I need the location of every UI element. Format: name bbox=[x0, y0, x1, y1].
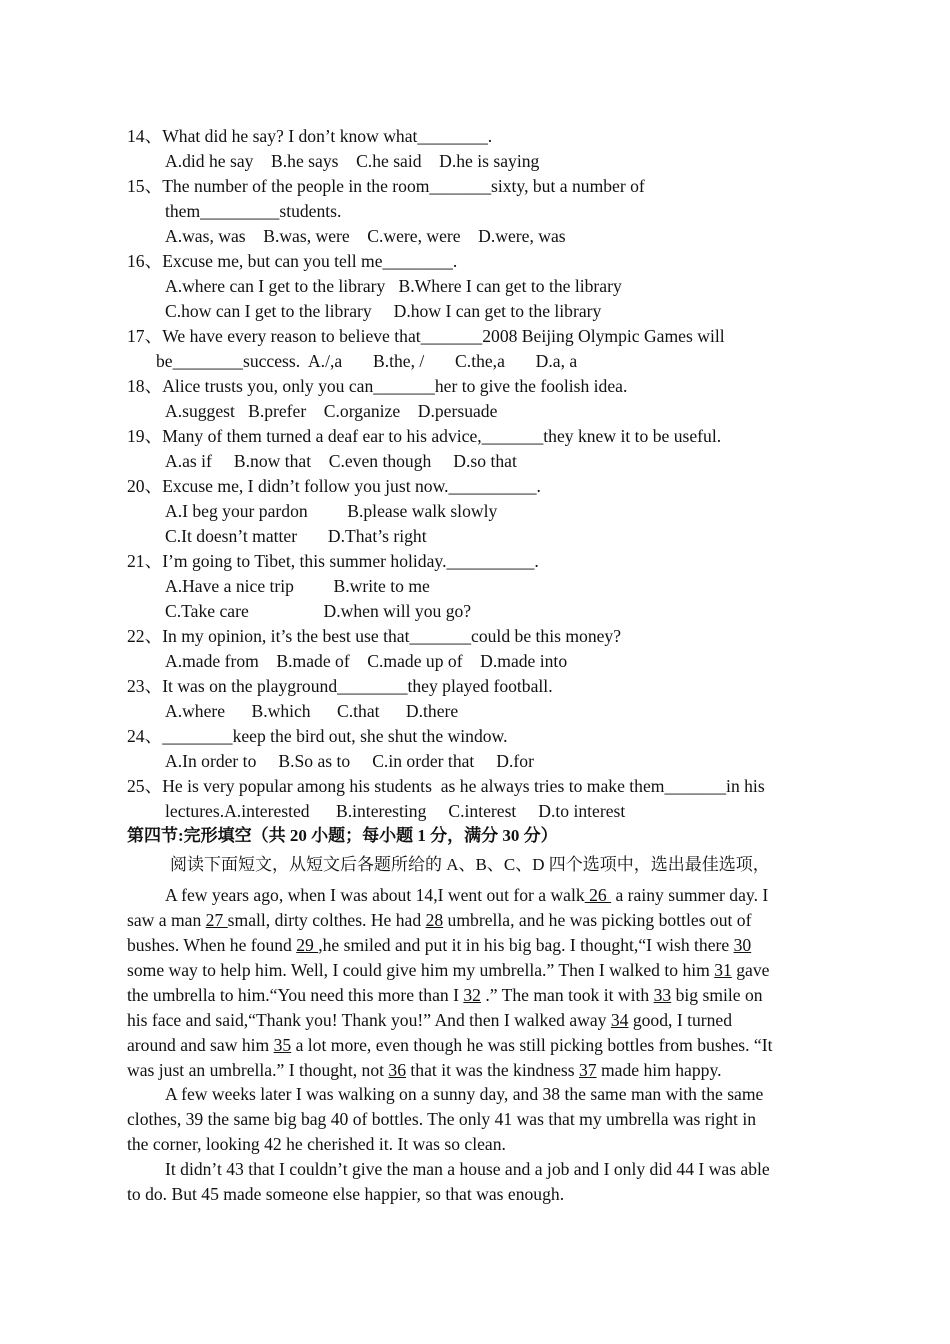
question-16-options-ab: A.where can I get to the library B.Where I can get to the library bbox=[165, 276, 622, 296]
question-15: 15、The number of the people in the room_______sixty, but a number of bbox=[127, 176, 645, 196]
passage-line: the corner, looking 42 he cherished it. It was so clean. bbox=[127, 1134, 506, 1154]
passage-line: clothes, 39 the same big bag 40 of bottles. The only 41 was that my umbrella was right in bbox=[127, 1109, 757, 1129]
question-15-continued: them_________students. bbox=[165, 201, 342, 221]
blank-26: 26 bbox=[584, 885, 612, 905]
question-20-options-ab: A.I beg your pardon B.please walk slowly bbox=[165, 501, 498, 521]
question-21-options-ab: A.Have a nice trip B.write to me bbox=[165, 576, 430, 596]
passage-line: the umbrella to him.“You need this more than I 32 .” The man took it with 33 big smile on bbox=[127, 985, 763, 1005]
question-18-options: A.suggest B.prefer C.organize D.persuade bbox=[165, 401, 498, 421]
question-19: 19、Many of them turned a deaf ear to his advice,_______they knew it to be useful. bbox=[127, 426, 722, 446]
question-24-options: A.In order to B.So as to C.in order that D.for bbox=[165, 751, 534, 771]
question-15-options: A.was, was B.was, were C.were, were D.were, was bbox=[165, 226, 566, 246]
question-22-options: A.made from B.made of C.made up of D.made into bbox=[165, 651, 568, 671]
blank-32: 32 bbox=[463, 985, 481, 1005]
blank-34: 34 bbox=[610, 1010, 629, 1030]
question-14-options: A.did he say B.he says C.he said D.he is saying bbox=[165, 151, 540, 171]
blank-30: 30 bbox=[733, 935, 752, 955]
question-20-options-cd: C.It doesn’t matter D.That’s right bbox=[165, 526, 427, 546]
section-heading: 第四节:完形填空（共 20 小题；每小题 1 分，满分 30 分） bbox=[127, 826, 558, 845]
passage-line: bushes. When he found 29 ,he smiled and put it in his big bag. I thought,“I wish there 30 bbox=[127, 935, 752, 955]
passage-line: around and saw him 35 a lot more, even though he was still picking bottles from bushes. “It bbox=[127, 1035, 773, 1055]
question-16-options-cd: C.how can I get to the library D.how I can get to the library bbox=[165, 301, 602, 321]
passage-line: saw a man 27 small, dirty colthes. He had 28 umbrella, and he was picking bottles out of bbox=[127, 910, 752, 930]
blank-37: 37 bbox=[579, 1060, 597, 1080]
blank-29: 29 bbox=[296, 935, 319, 955]
blank-36: 36 bbox=[388, 1060, 407, 1080]
question-17: 17、We have every reason to believe that_______2008 Beijing Olympic Games will bbox=[127, 326, 725, 346]
question-24: 24、________keep the bird out, she shut the window. bbox=[127, 726, 508, 746]
question-14: 14、What did he say? I don’t know what________. bbox=[127, 126, 493, 146]
question-18: 18、Alice trusts you, only you can_______her to give the foolish idea. bbox=[127, 376, 628, 396]
question-25: 25、He is very popular among his students as he always tries to make them_______in his bbox=[127, 776, 765, 796]
question-16: 16、Excuse me, but can you tell me________. bbox=[127, 251, 458, 271]
blank-33: 33 bbox=[653, 985, 672, 1005]
question-19-options: A.as if B.now that C.even though D.so that bbox=[165, 451, 517, 471]
question-23: 23、It was on the playground________they played football. bbox=[127, 676, 553, 696]
question-21-options-cd: C.Take care D.when will you go? bbox=[165, 601, 472, 621]
passage-line: was just an umbrella.” I thought, not 36 that it was the kindness 37 made him happy. bbox=[127, 1060, 722, 1080]
blank-31: 31 bbox=[714, 960, 732, 980]
blank-35: 35 bbox=[273, 1035, 292, 1055]
question-22: 22、In my opinion, it’s the best use that_______could be this money? bbox=[127, 626, 622, 646]
blank-27: 27 bbox=[205, 910, 228, 930]
question-21: 21、I’m going to Tibet, this summer holiday.__________. bbox=[127, 551, 539, 571]
blank-28: 28 bbox=[425, 910, 444, 930]
question-25-continued: lectures.A.interested B.interesting C.interest D.to interest bbox=[165, 801, 626, 821]
passage-line: to do. But 45 made someone else happier, so that was enough. bbox=[127, 1184, 565, 1204]
passage-line: A few years ago, when I was about 14,I went out for a walk 26 a rainy summer day. I bbox=[165, 885, 769, 905]
question-20: 20、Excuse me, I didn’t follow you just now.__________. bbox=[127, 476, 541, 496]
passage-line: some way to help him. Well, I could give him my umbrella.” Then I walked to him 31 gave bbox=[127, 960, 770, 980]
question-23-options: A.where B.which C.that D.there bbox=[165, 701, 459, 721]
passage-line: It didn’t 43 that I couldn’t give the man a house and a job and I only did 44 I was able bbox=[165, 1159, 770, 1179]
question-17-continued: be________success. A./,a B.the, / C.the,a D.a, a bbox=[156, 351, 578, 371]
section-instruction: 阅读下面短文，从短文后各题所给的 A、B、C、D 四个选项中，选出最佳选项， bbox=[170, 855, 770, 874]
passage-line: his face and said,“Thank you! Thank you!” And then I walked away 34 good, I turned bbox=[127, 1010, 733, 1030]
passage-line: A few weeks later I was walking on a sunny day, and 38 the same man with the same bbox=[165, 1084, 764, 1104]
